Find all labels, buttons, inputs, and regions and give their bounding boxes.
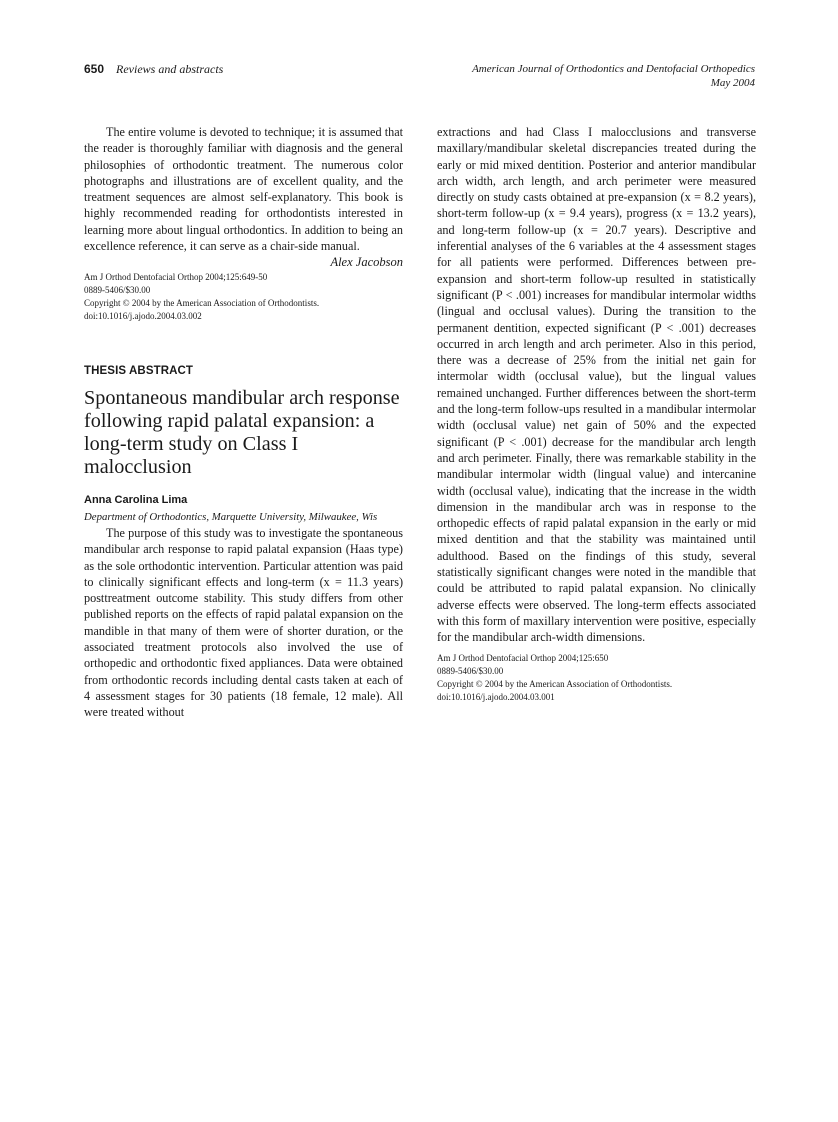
review-citation <box>84 271 403 323</box>
author-affiliation: Department of Orthodontics, Marquette University, Milwaukee, Wis <box>84 510 378 523</box>
review-signature: Alex Jacobson <box>330 255 403 270</box>
citation-copyright: Copyright © 2004 by the American Association of Orthodontists. <box>437 678 673 689</box>
citation-doi: doi:10.1016/j.ajodo.2004.03.002 <box>84 311 202 322</box>
running-head <box>84 62 755 94</box>
review-paragraph: The entire volume is devoted to technique; it is assumed that the reader is thoroughly familiar with diagnosis and the general philosophies of orthodontic treatment. The numerous color photographs and illustrations are of excellent quality, and the treatment sequences are almost self-explanatory. This book is highly recommended reading for orthodontists interested in learning more about lingual orthodontics. In addition to being an excellence reference, it can serve as a chair-side manual. <box>84 125 403 254</box>
journal-info <box>472 62 755 90</box>
journal-name: American Journal of Orthodontics and Dentofacial Orthopedics <box>472 63 755 75</box>
abstract-body-right: extractions and had Class I malocclusions and transverse maxillary/mandibular skeletal discrepancies treated during the early or mid mixed dentition. Posterior and anterior mandibular arch width, arch length, and arch perimeter were measured directly on study casts obtained at pre-expansion (x = 8.2 years), short-term follow-up (x = 9.4 years), progress (x = 13.2 years), and long-term follow-up (x = 20.7 years). Descriptive and inferential analyses of the 6 variables at the 4 assessment stages for all patients were performed. Differences between pre-expansion and short-term follow-up resulted in statistically significant (P < .001) increases for mandibular intermolar widths (lingual and occlusal values). During the transition to the permanent dentition, expected significant (P < .001) decreases occurred in arch length and arch perimeter. Also in this period, there was a decrease of 25% from the initial net gain for intermolar width (occlusal value), but the lingual values remained unchanged. Further differences between the short-term and the long-term follow-ups resulted in a mandibular intermolar width (occlusal value) net gain of 50% and the expected significant (P < .001) decrease for the mandibular arch length and arch perimeter. Finally, there was remarkable stability in the mandibular intermolar width (lingual value) and intercanine width (occlusal value), indicating that the increase in the width dimension in the mandibular arch was in response to the orthopedic effects of rapid palatal expansion in the early or mid mixed dentition and that the stability was maintained until adulthood. Based on the findings of this study, several statistically significant changes were noted in the mandible that could be attributed to rapid palatal expansion. No clinically adverse effects were observed. The long-term effects associated with this form of maxillary intervention were positive, especially for the mandibular arch-width dimensions. <box>437 125 756 645</box>
page-number: 650 <box>84 62 105 76</box>
article-title: Spontaneous mandibular arch response following rapid palatal expansion: a long-term study on Class I malocclusion <box>84 387 400 479</box>
author-name: Anna Carolina Lima <box>84 493 188 506</box>
citation-copyright: Copyright © 2004 by the American Association of Orthodontists. <box>84 298 320 309</box>
citation-doi: doi:10.1016/j.ajodo.2004.03.001 <box>437 691 555 702</box>
section-name: Reviews and abstracts <box>116 62 224 76</box>
thesis-citation <box>437 652 756 704</box>
citation-issn: 0889-5406/$30.00 <box>437 665 504 676</box>
right-column <box>437 124 756 704</box>
citation-ref: Am J Orthod Dentofacial Orthop 2004;125:650 <box>437 652 609 663</box>
citation-issn: 0889-5406/$30.00 <box>84 285 151 296</box>
citation-ref: Am J Orthod Dentofacial Orthop 2004;125:649-50 <box>84 272 268 283</box>
issue-date: May 2004 <box>710 77 755 89</box>
abstract-body-left: The purpose of this study was to investigate the spontaneous mandibular arch response to rapid palatal expansion (Haas type) as the sole orthodontic intervention. Particular attention was paid to clinically significant effects and long-term (x = 11.3 years) posttreatment outcome stability. This study differs from other published reports on the effects of rapid palatal expansion on the mandible in that many of them were of shorter duration, or the associated treatment protocols also involved the use of orthopedic and orthodontic fixed appliances. Data were obtained from orthodontic records including dental casts taken at each of 4 assessment stages for 30 patients (18 female, 12 male). All were treated without <box>84 525 403 720</box>
section-label: THESIS ABSTRACT <box>84 365 194 378</box>
left-column <box>84 124 403 720</box>
